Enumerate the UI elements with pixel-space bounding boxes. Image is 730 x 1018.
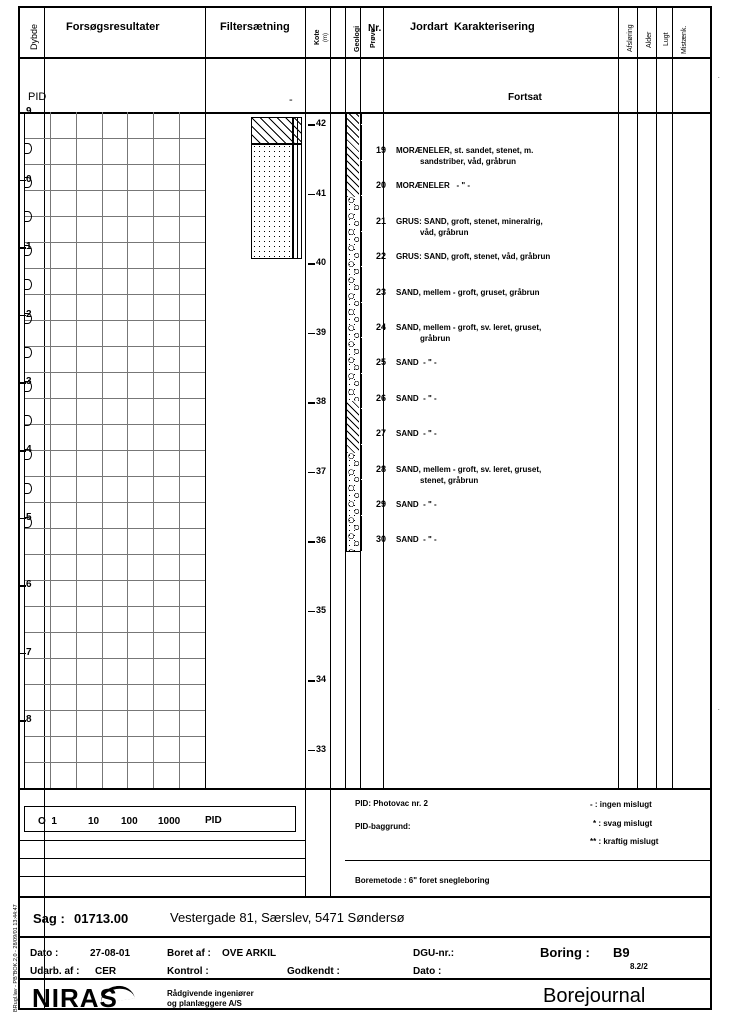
- grid-line-h: [24, 216, 205, 217]
- layer-description: SAND - " -: [396, 535, 437, 545]
- depth-tick-mark: [18, 585, 26, 587]
- layer-description-line2: stenet, gråbrun: [420, 475, 479, 485]
- layer-number: 30: [376, 534, 387, 545]
- pid-photovac: PID: Photovac nr. 2: [355, 799, 428, 808]
- dato-value: 27-08-01: [90, 948, 131, 959]
- pid-scale-tick: O 1: [38, 816, 57, 827]
- grid-line-v: [127, 112, 128, 788]
- sample-tick: [361, 124, 383, 125]
- company-sub1: Rådgivende ingeniører: [167, 989, 254, 998]
- grid-line-v: [102, 112, 103, 788]
- layer-description: SAND - " -: [396, 358, 437, 368]
- layer-number: 19: [376, 145, 387, 155]
- layer-description: GRUS: SAND, groft, stenet, mineralrig,: [396, 216, 543, 226]
- layer-description: GRUS: SAND, groft, stenet, våd, gråbrun: [396, 252, 551, 262]
- company-logo: NIRAS: [32, 983, 118, 1013]
- page-number: 8.2/2: [630, 962, 648, 971]
- geology-moraine-2: [347, 401, 359, 453]
- layer-number: 28: [376, 463, 387, 474]
- grid-line-h: [24, 684, 205, 685]
- sample-tick: [361, 231, 383, 232]
- kote-tick-mark: [308, 611, 315, 613]
- layer-description: SAND - " -: [396, 500, 437, 509]
- corner-mark-tr: .: [718, 74, 720, 80]
- geology-bottom: [346, 551, 361, 552]
- pid-baggrund: PID-baggrund:: [355, 822, 411, 831]
- geology-moraine-1: [347, 112, 359, 197]
- layer-description-line2: gråbrun: [420, 334, 451, 343]
- smell-none: - : ingen mislugt: [590, 800, 652, 809]
- pid-marker: [24, 313, 32, 324]
- pid-marker: [24, 347, 32, 358]
- depth-tick-label: 8: [26, 714, 32, 726]
- udarb-label: Udarb. af :: [30, 966, 80, 977]
- header-forsogsresultater: Forsøgsresultater: [66, 21, 160, 33]
- pid-marker: [24, 517, 32, 528]
- company-sub2: og planlæggere A/S: [167, 999, 242, 1008]
- filter-screen-top: [292, 117, 302, 145]
- grid-line-h: [24, 450, 205, 451]
- grid-line-h: [24, 606, 205, 607]
- grid-line-h: [24, 528, 205, 529]
- grid-line-h: [24, 320, 205, 321]
- grid-line-h: [24, 476, 205, 477]
- sample-tick: [361, 160, 383, 161]
- kote-tick-label: 35: [316, 604, 327, 615]
- geology-gravel-sand: [347, 197, 359, 401]
- layer-number: 23: [376, 286, 387, 297]
- depth-tick-label: 4: [26, 444, 32, 455]
- grid-line-v: [179, 112, 180, 788]
- pid-marker: [24, 381, 32, 392]
- layer-description: MORÆNELER - " -: [396, 181, 471, 191]
- dgu-label: DGU-nr.:: [413, 948, 455, 959]
- godkendt-label: Godkendt :: [287, 966, 340, 977]
- header-lugt: Lugt: [663, 32, 670, 46]
- pid-marker: [24, 143, 32, 154]
- lower-line-1: [18, 788, 712, 790]
- pid-marker: [24, 211, 32, 222]
- filter-sand-pack: [251, 143, 294, 259]
- pid-marker: [24, 173, 32, 188]
- layer-number: 25: [376, 357, 387, 368]
- depth-tick-mark: [18, 720, 26, 722]
- pid-scale-tick: 100: [121, 816, 138, 827]
- legend-sep: [345, 860, 712, 861]
- kote-tick-mark: [308, 541, 315, 543]
- grid-line-h: [24, 268, 205, 269]
- kote-tick-mark: [308, 402, 315, 404]
- depth-tick-label: 6: [26, 579, 32, 591]
- layer-description: SAND, mellem - groft, gruset, gråbrun: [396, 287, 540, 297]
- layer-number: 20: [376, 180, 387, 191]
- sample-tick: [361, 408, 383, 409]
- header-bottom-line: [18, 57, 712, 59]
- site-address: Vestergade 81, Særslev, 5471 Søndersø: [170, 910, 405, 925]
- hdr-sep-4: [330, 6, 331, 896]
- depth-tick-label: 3: [26, 376, 32, 388]
- kote-tick-mark: [308, 124, 315, 126]
- grid-line-h: [24, 190, 205, 191]
- layer-description-line2: sandstriber, våd, gråbrun: [420, 157, 517, 166]
- kote-tick-label: 33: [316, 743, 327, 754]
- smell-weak: * : svag mislugt: [593, 819, 653, 828]
- grid-line-h: [24, 580, 205, 581]
- grid-line-h: [24, 398, 205, 399]
- depth-tick-label: 9: [26, 106, 32, 117]
- hdr-sep-1: [44, 6, 45, 1010]
- pid-marker: [24, 483, 32, 494]
- header-kote: Kote: [314, 29, 321, 45]
- kote-tick-label: 40: [316, 257, 327, 267]
- sample-tick: [361, 195, 383, 196]
- grid-line-h: [24, 346, 205, 347]
- pidrow-line: [18, 112, 712, 114]
- lower-line-3: [18, 858, 305, 859]
- pid-marker: [24, 449, 32, 460]
- header-afslojring: Afsløring: [627, 24, 634, 52]
- footer-line-1: [18, 936, 712, 938]
- filter-dash: -: [289, 94, 293, 106]
- grid-frame-v: [205, 112, 206, 788]
- pid-scale-tick: 1000: [158, 816, 181, 827]
- header-geologi: Geologi: [354, 25, 361, 52]
- kote-tick-mark: [308, 680, 315, 682]
- footer-line-2: [18, 978, 712, 980]
- dato2-label: Dato :: [413, 966, 442, 977]
- boret-label: Boret af :: [167, 948, 211, 959]
- lower-line-2: [18, 840, 305, 841]
- header-prove: Prøve: [370, 28, 377, 48]
- sample-tick: [361, 302, 383, 303]
- sample-tick: [361, 337, 383, 338]
- kontrol-label: Kontrol :: [167, 966, 209, 977]
- sample-tick: [361, 479, 383, 480]
- kote-tick-label: 41: [316, 187, 327, 198]
- header-nr: Nr.: [368, 23, 382, 34]
- grid-line-h: [24, 242, 205, 243]
- pid-label: PID: [28, 91, 47, 103]
- grid-line-h: [24, 294, 205, 295]
- geology-gravel-sand-2: [347, 453, 359, 551]
- kote-tick-label: 42: [316, 118, 327, 128]
- depth-tick-mark: [18, 112, 26, 114]
- layer-number: 24: [376, 322, 387, 332]
- depth-tick-label: 7: [26, 646, 32, 658]
- layer-number: 22: [376, 251, 387, 262]
- boring-value: B9: [613, 945, 630, 960]
- layer-description: SAND - " -: [396, 429, 437, 439]
- kote-tick-label: 36: [316, 535, 327, 545]
- pid-marker: [24, 415, 32, 426]
- layer-number: 29: [376, 499, 387, 509]
- fortsat-label: Fortsat: [508, 92, 542, 103]
- layer-number: 21: [376, 215, 387, 226]
- sag-label: Sag :: [33, 911, 65, 926]
- kote-tick-label: 39: [316, 326, 327, 337]
- layer-description: SAND, mellem - groft, sv. leret, gruset,: [396, 323, 542, 332]
- dato-label: Dato :: [30, 948, 59, 959]
- grid-line-v: [50, 112, 51, 788]
- filter-screen: [292, 143, 302, 259]
- kote-tick-mark: [308, 472, 315, 474]
- sample-tick: [361, 373, 383, 374]
- grid-line-h: [24, 424, 205, 425]
- kote-tick-label: 34: [316, 674, 327, 684]
- smell-strong: ** : kraftig mislugt: [590, 837, 659, 846]
- hdr-sep-8: [618, 6, 619, 788]
- kote-tick-mark: [308, 263, 315, 265]
- kote-tick-label: 38: [316, 396, 327, 406]
- hdr-sep-3: [305, 6, 306, 896]
- sample-tick: [361, 266, 383, 267]
- grid-line-h: [24, 632, 205, 633]
- pid-marker: [24, 279, 32, 290]
- kote-tick-label: 37: [316, 465, 327, 476]
- lower-line-4: [18, 876, 305, 877]
- grid-line-h: [24, 736, 205, 737]
- grid-line-h: [24, 502, 205, 503]
- hdr-sep-10: [656, 6, 657, 788]
- layer-number: 27: [376, 428, 387, 439]
- lower-line-5: [18, 896, 712, 898]
- header-dybde: Dybde: [29, 23, 39, 50]
- layer-number: 26: [376, 392, 387, 403]
- sample-tick: [361, 515, 383, 516]
- header-alder: Alder: [646, 31, 653, 48]
- kote-tick-mark: [308, 750, 315, 752]
- header-filtersaetning: Filtersætning: [220, 21, 290, 33]
- document-title: Borejournal: [543, 985, 646, 1007]
- depth-tick-label: 2: [26, 308, 32, 320]
- header-mistank: Mistænk.: [681, 25, 688, 54]
- grid-line-h: [24, 658, 205, 659]
- header-kote-unit: (m): [323, 33, 329, 42]
- pid-scale-tick: 10: [88, 816, 100, 827]
- grid-line-h: [24, 710, 205, 711]
- boret-value: OVE ARKIL: [222, 948, 277, 959]
- grid-line-h: [24, 372, 205, 373]
- sag-value: 01713.00: [74, 911, 129, 926]
- sample-tick: [361, 444, 383, 445]
- layer-description: MORÆNELER, st. sandet, stenet, m.: [396, 146, 534, 155]
- depth-tick-label: 1: [26, 241, 32, 253]
- udarb-value: CER: [95, 966, 117, 977]
- depth-tick-label: 0: [26, 173, 32, 185]
- kote-tick-mark: [308, 194, 315, 196]
- corner-mark-br: .: [718, 706, 720, 712]
- side-doc-code: BRugl.lav - PB"BOK.2,0 - 28/09/01 13:44:47: [13, 904, 19, 1012]
- hdr-sep-11: [672, 6, 673, 788]
- pid-marker: [24, 245, 32, 256]
- grid-line-h: [24, 762, 205, 763]
- kote-tick-mark: [308, 333, 315, 335]
- depth-tick-mark: [18, 653, 26, 655]
- header-jordart: Jordart Karakterisering: [410, 21, 535, 33]
- grid-line-v: [153, 112, 154, 788]
- layer-description: SAND - " -: [396, 393, 437, 403]
- grid-line-h: [24, 164, 205, 165]
- grid-line-v: [76, 112, 77, 788]
- layer-description-line2: våd, gråbrun: [420, 227, 469, 237]
- grid-line-h: [24, 554, 205, 555]
- layer-description: SAND, mellem - groft, sv. leret, gruset,: [396, 464, 542, 474]
- hdr-sep-9: [637, 6, 638, 788]
- pid-scale-label: PID: [205, 815, 222, 826]
- depth-tick-label: 5: [26, 511, 32, 523]
- boremetode: Boremetode : 6" foret snegleboring: [355, 876, 490, 885]
- grid-line-h: [24, 138, 205, 139]
- boring-label: Boring :: [540, 945, 590, 960]
